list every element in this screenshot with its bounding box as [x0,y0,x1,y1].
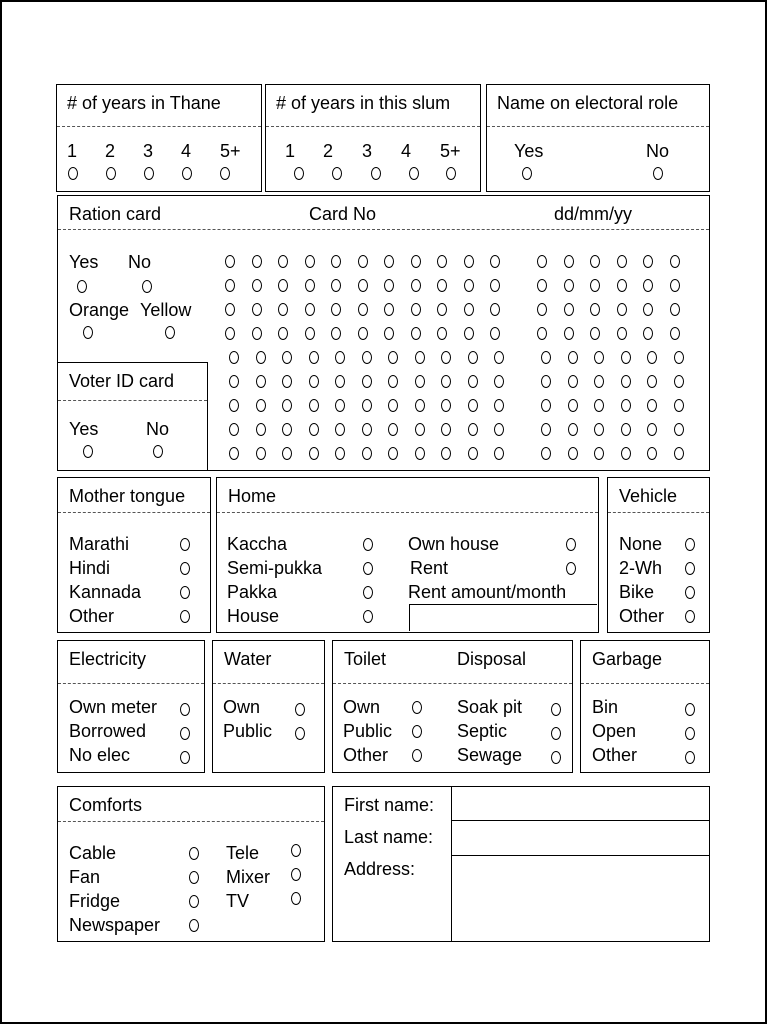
card-no-digit-circle[interactable] [437,327,447,340]
card-no-digit-circle[interactable] [358,327,368,340]
ration-no-label: No [128,252,152,272]
date-digit-circle[interactable] [643,255,653,268]
mother-tongue-option-marathi: Marathi [69,534,130,554]
card-no-digit-circle[interactable] [464,303,474,316]
ration-yellow-radio[interactable] [165,326,175,339]
card-no-digit-circle[interactable] [335,375,345,388]
date-digit-circle[interactable] [568,351,578,364]
date-digit-circle[interactable] [568,447,578,460]
date-digit-circle[interactable] [670,327,680,340]
water-section [212,640,325,773]
water-option-own: Own [223,697,261,717]
water-public-radio[interactable] [295,727,305,740]
date-digit-circle[interactable] [541,351,551,364]
date-digit-circle[interactable] [594,375,604,388]
card-no-digit-circle[interactable] [362,423,372,436]
date-digit-circle[interactable] [670,279,680,292]
date-digit-circle[interactable] [647,399,657,412]
card-no-digit-circle[interactable] [335,423,345,436]
date-digit-circle[interactable] [564,327,574,340]
card-no-digit-circle[interactable] [415,447,425,460]
card-no-digit-circle[interactable] [490,303,500,316]
home-rent-radio[interactable] [566,562,576,575]
garbage-open-radio[interactable] [685,727,695,740]
toilet-title: Toilet [344,649,387,669]
garbage-section [580,640,710,773]
card-no-digit-circle[interactable] [225,303,235,316]
home-rent-amount-label: Rent amount/month [408,582,567,602]
date-digit-circle[interactable] [594,399,604,412]
mother-tongue-option-kannada: Kannada [69,582,142,602]
card-no-digit-circle[interactable] [331,279,341,292]
card-no-digit-circle[interactable] [278,327,288,340]
date-digit-circle[interactable] [643,279,653,292]
toilet-option-other: Other [343,745,389,765]
electoral-role-title: Name on electoral role [497,93,679,113]
vehicle-option-bike: Bike [619,582,655,602]
years-slum-radio-4[interactable] [409,167,419,180]
card-no-digit-circle[interactable] [464,255,474,268]
comforts-newspaper-radio[interactable] [189,919,199,932]
date-digit-circle[interactable] [590,327,600,340]
home-own-house-radio[interactable] [566,538,576,551]
years-slum-option-5plus: 5+ [440,141,461,161]
years-slum-radio-5plus[interactable] [446,167,456,180]
home-option-house: House [227,606,280,626]
card-no-digit-circle[interactable] [256,423,266,436]
card-no-digit-circle[interactable] [384,327,394,340]
voter-no-label: No [146,419,170,439]
home-pakka-radio[interactable] [363,586,373,599]
date-digit-circle[interactable] [590,303,600,316]
date-digit-circle[interactable] [621,423,631,436]
years-thane-radio-5plus[interactable] [220,167,230,180]
home-option-semi-pukka: Semi-pukka [227,558,323,578]
card-no-digit-circle[interactable] [278,279,288,292]
rent-amount-input[interactable] [409,604,597,631]
card-no-digit-circle[interactable] [229,351,239,364]
date-digit-circle[interactable] [643,327,653,340]
water-title: Water [224,649,272,669]
disposal-option-soak-pit: Soak pit [457,697,523,717]
mother-tongue-marathi-radio[interactable] [180,538,190,551]
ration-orange-radio[interactable] [83,326,93,339]
voter-no-radio[interactable] [153,445,163,458]
card-no-digit-circle[interactable] [225,279,235,292]
ration-yes-label: Yes [69,252,99,272]
card-no-digit-circle[interactable] [411,303,421,316]
years-thane-radio-4[interactable] [182,167,192,180]
date-digit-circle[interactable] [537,279,547,292]
comforts-section [57,786,325,942]
vehicle-none-radio[interactable] [685,538,695,551]
card-no-digit-circle[interactable] [282,375,292,388]
first-name-label: First name: [344,795,435,815]
card-no-digit-circle[interactable] [441,423,451,436]
card-no-digit-circle[interactable] [229,399,239,412]
card-no-digit-circle[interactable] [494,399,504,412]
card-no-digit-circle[interactable] [388,375,398,388]
card-no-digit-circle[interactable] [282,351,292,364]
electricity-option-own-meter: Own meter [69,697,158,717]
date-digit-circle[interactable] [564,303,574,316]
electoral-yes-radio[interactable] [522,167,532,180]
card-no-digit-circle[interactable] [252,303,262,316]
ration-orange-label: Orange [69,300,130,320]
date-digit-circle[interactable] [541,423,551,436]
disposal-option-sewage: Sewage [457,745,523,765]
card-no-digit-circle[interactable] [494,423,504,436]
home-house-radio[interactable] [363,610,373,623]
card-no-digit-circle[interactable] [411,255,421,268]
card-no-digit-circle[interactable] [252,255,262,268]
card-no-digit-circle[interactable] [282,423,292,436]
home-option-pakka: Pakka [227,582,278,602]
disposal-title: Disposal [457,649,527,669]
card-no-digit-circle[interactable] [362,375,372,388]
card-no-digit-circle[interactable] [384,303,394,316]
electoral-role-section [486,84,710,192]
card-no-digit-circle[interactable] [256,351,266,364]
years-slum-option-4: 4 [401,141,412,161]
years-slum-option-2: 2 [323,141,334,161]
water-own-radio[interactable] [295,703,305,716]
home-title: Home [228,486,277,506]
last-name-input[interactable] [452,821,709,855]
last-name-label: Last name: [344,827,434,847]
card-no-digit-circle[interactable] [411,279,421,292]
card-no-digit-circle[interactable] [362,447,372,460]
mother-tongue-other-radio[interactable] [180,610,190,623]
date-digit-circle[interactable] [541,399,551,412]
card-no-digit-circle[interactable] [411,327,421,340]
date-title: dd/mm/yy [554,204,633,224]
toilet-public-radio[interactable] [412,725,422,738]
card-no-digit-circle[interactable] [490,255,500,268]
card-no-title: Card No [309,204,377,224]
card-no-digit-circle[interactable] [415,423,425,436]
date-digit-circle[interactable] [617,303,627,316]
vehicle-section [607,477,710,633]
card-no-digit-circle[interactable] [252,327,262,340]
home-semi-pukka-radio[interactable] [363,562,373,575]
ration-no-radio[interactable] [142,280,152,293]
card-no-digit-circle[interactable] [229,375,239,388]
card-no-digit-circle[interactable] [358,303,368,316]
date-digit-circle[interactable] [541,447,551,460]
mother-tongue-kannada-radio[interactable] [180,586,190,599]
address-input[interactable] [452,856,709,941]
mother-tongue-section [57,477,211,633]
date-digit-circle[interactable] [537,303,547,316]
comforts-option-tele: Tele [226,843,260,863]
card-no-digit-circle[interactable] [388,351,398,364]
home-kaccha-radio[interactable] [363,538,373,551]
years-in-slum-section [265,84,481,192]
toilet-own-radio[interactable] [412,701,422,714]
card-no-digit-circle[interactable] [305,279,315,292]
vehicle-option-none: None [619,534,663,554]
years-thane-option-1: 1 [67,141,78,161]
date-digit-circle[interactable] [674,351,684,364]
card-no-digit-circle[interactable] [464,327,474,340]
date-digit-circle[interactable] [594,423,604,436]
date-digit-circle[interactable] [590,279,600,292]
date-digit-circle[interactable] [647,423,657,436]
card-no-digit-circle[interactable] [384,279,394,292]
date-digit-circle[interactable] [674,375,684,388]
comforts-fan-radio[interactable] [189,871,199,884]
card-no-digit-circle[interactable] [468,447,478,460]
card-no-digit-circle[interactable] [335,351,345,364]
card-no-digit-circle[interactable] [225,327,235,340]
disposal-option-septic: Septic [457,721,508,741]
ration-yes-radio[interactable] [77,280,87,293]
home-option-kaccha: Kaccha [227,534,288,554]
garbage-bin-radio[interactable] [685,703,695,716]
electricity-own-meter-radio[interactable] [180,703,190,716]
vehicle-other-radio[interactable] [685,610,695,623]
card-no-digit-circle[interactable] [331,303,341,316]
years-thane-radio-1[interactable] [68,167,78,180]
comforts-option-tv: TV [226,891,250,911]
date-digit-circle[interactable] [670,303,680,316]
card-no-digit-circle[interactable] [256,399,266,412]
card-no-digit-circle[interactable] [256,375,266,388]
comforts-cable-radio[interactable] [189,847,199,860]
card-no-digit-circle[interactable] [309,375,319,388]
comforts-tv-radio[interactable] [291,892,301,905]
card-no-digit-circle[interactable] [256,447,266,460]
date-digit-circle[interactable] [647,351,657,364]
card-no-digit-circle[interactable] [468,399,478,412]
card-no-digit-circle[interactable] [415,375,425,388]
card-no-digit-circle[interactable] [335,399,345,412]
card-no-digit-circle[interactable] [388,423,398,436]
voter-id-section [57,362,208,471]
years-in-thane-section [56,84,262,192]
date-digit-circle[interactable] [621,351,631,364]
electricity-borrowed-radio[interactable] [180,727,190,740]
card-no-digit-circle[interactable] [494,351,504,364]
card-no-digit-circle[interactable] [282,399,292,412]
date-digit-circle[interactable] [594,447,604,460]
card-no-digit-circle[interactable] [490,279,500,292]
years-slum-radio-1[interactable] [294,167,304,180]
electricity-option-no-elec: No elec [69,745,131,765]
card-no-digit-circle[interactable] [229,423,239,436]
electoral-no-radio[interactable] [653,167,663,180]
ration-yellow-label: Yellow [140,300,192,320]
comforts-fridge-radio[interactable] [189,895,199,908]
card-no-digit-circle[interactable] [229,447,239,460]
date-digit-circle[interactable] [670,255,680,268]
card-no-digit-circle[interactable] [437,303,447,316]
card-no-digit-circle[interactable] [252,279,262,292]
electricity-no-elec-radio[interactable] [180,751,190,764]
mother-tongue-option-hindi: Hindi [69,558,111,578]
toilet-option-own: Own [343,697,381,717]
years-thane-radio-3[interactable] [144,167,154,180]
card-no-digit-circle[interactable] [309,399,319,412]
card-no-digit-circle[interactable] [494,375,504,388]
card-no-digit-circle[interactable] [362,351,372,364]
card-no-digit-circle[interactable] [358,255,368,268]
card-no-digit-circle[interactable] [305,255,315,268]
years-thane-option-4: 4 [181,141,192,161]
card-no-digit-circle[interactable] [415,399,425,412]
first-name-input[interactable] [452,787,709,820]
toilet-option-public: Public [343,721,393,741]
card-no-digit-circle[interactable] [278,255,288,268]
garbage-title: Garbage [592,649,663,669]
electricity-section [57,640,205,773]
years-thane-option-3: 3 [143,141,154,161]
disposal-sewage-radio[interactable] [551,751,561,764]
date-digit-circle[interactable] [674,399,684,412]
home-rent-label: Rent [410,558,449,578]
date-digit-circle[interactable] [617,327,627,340]
card-no-digit-circle[interactable] [384,255,394,268]
mother-tongue-option-other: Other [69,606,115,626]
years-thane-option-5plus: 5+ [220,141,241,161]
date-digit-circle[interactable] [621,447,631,460]
identity-section [332,786,710,942]
date-digit-circle[interactable] [568,375,578,388]
mother-tongue-hindi-radio[interactable] [180,562,190,575]
comforts-title: Comforts [69,795,143,815]
card-no-digit-circle[interactable] [441,351,451,364]
years-slum-radio-3[interactable] [371,167,381,180]
disposal-soak-pit-radio[interactable] [551,703,561,716]
date-digit-circle[interactable] [621,375,631,388]
date-digit-circle[interactable] [674,423,684,436]
address-label: Address: [344,859,416,879]
voter-id-title: Voter ID card [69,371,175,391]
card-no-digit-circle[interactable] [331,327,341,340]
card-no-digit-circle[interactable] [282,447,292,460]
comforts-option-newspaper: Newspaper [69,915,161,935]
card-no-digit-circle[interactable] [305,327,315,340]
card-no-digit-circle[interactable] [468,423,478,436]
card-no-digit-circle[interactable] [494,447,504,460]
date-digit-circle[interactable] [617,279,627,292]
date-digit-circle[interactable] [647,375,657,388]
date-digit-circle[interactable] [537,255,547,268]
years-in-slum-title: # of years in this slum [276,93,451,113]
date-digit-circle[interactable] [537,327,547,340]
card-no-digit-circle[interactable] [468,375,478,388]
card-no-digit-circle[interactable] [358,279,368,292]
date-digit-circle[interactable] [564,279,574,292]
electoral-yes-label: Yes [514,141,544,161]
card-no-digit-circle[interactable] [441,447,451,460]
comforts-option-fan: Fan [69,867,101,887]
card-no-digit-circle[interactable] [441,399,451,412]
card-no-digit-circle[interactable] [437,279,447,292]
card-no-digit-circle[interactable] [225,255,235,268]
comforts-option-fridge: Fridge [69,891,121,911]
garbage-other-radio[interactable] [685,751,695,764]
date-digit-circle[interactable] [674,447,684,460]
card-no-digit-circle[interactable] [468,351,478,364]
date-digit-circle[interactable] [643,303,653,316]
date-digit-circle[interactable] [564,255,574,268]
card-no-digit-circle[interactable] [362,399,372,412]
water-option-public: Public [223,721,273,741]
comforts-tele-radio[interactable] [291,844,301,857]
garbage-option-bin: Bin [592,697,619,717]
electoral-no-label: No [646,141,670,161]
garbage-option-open: Open [592,721,637,741]
date-digit-circle[interactable] [647,447,657,460]
years-slum-option-1: 1 [285,141,296,161]
date-digit-circle[interactable] [621,399,631,412]
card-no-digit-circle[interactable] [464,279,474,292]
card-no-digit-circle[interactable] [415,351,425,364]
date-digit-circle[interactable] [541,375,551,388]
date-digit-circle[interactable] [617,255,627,268]
ration-card-title: Ration card [69,204,162,224]
date-digit-circle[interactable] [590,255,600,268]
card-no-digit-circle[interactable] [278,303,288,316]
comforts-option-mixer: Mixer [226,867,270,887]
electricity-title: Electricity [69,649,147,669]
years-slum-radio-2[interactable] [332,167,342,180]
card-no-digit-circle[interactable] [309,423,319,436]
card-no-digit-circle[interactable] [441,375,451,388]
voter-yes-radio[interactable] [83,445,93,458]
mother-tongue-title: Mother tongue [69,486,186,506]
vehicle-bike-radio[interactable] [685,586,695,599]
home-section [216,477,599,633]
comforts-mixer-radio[interactable] [291,868,301,881]
toilet-disposal-section [332,640,573,773]
card-no-digit-circle[interactable] [335,447,345,460]
garbage-option-other: Other [592,745,638,765]
voter-yes-label: Yes [69,419,99,439]
card-no-digit-circle[interactable] [490,327,500,340]
electricity-option-borrowed: Borrowed [69,721,147,741]
years-thane-option-2: 2 [105,141,116,161]
card-no-digit-circle[interactable] [305,303,315,316]
card-no-digit-circle[interactable] [309,351,319,364]
years-slum-option-3: 3 [362,141,373,161]
disposal-septic-radio[interactable] [551,727,561,740]
vehicle-2wh-radio[interactable] [685,562,695,575]
toilet-other-radio[interactable] [412,749,422,762]
card-no-digit-circle[interactable] [388,399,398,412]
vehicle-option-other: Other [619,606,665,626]
date-digit-circle[interactable] [568,399,578,412]
card-no-digit-circle[interactable] [437,255,447,268]
years-thane-radio-2[interactable] [106,167,116,180]
date-digit-circle[interactable] [594,351,604,364]
card-no-digit-circle[interactable] [388,447,398,460]
vehicle-title: Vehicle [619,486,678,506]
years-in-thane-title: # of years in Thane [67,93,221,113]
date-digit-circle[interactable] [568,423,578,436]
vehicle-option-2wh: 2-Wh [619,558,663,578]
card-no-digit-circle[interactable] [331,255,341,268]
home-own-house-label: Own house [408,534,500,554]
card-no-digit-circle[interactable] [309,447,319,460]
comforts-option-cable: Cable [69,843,117,863]
